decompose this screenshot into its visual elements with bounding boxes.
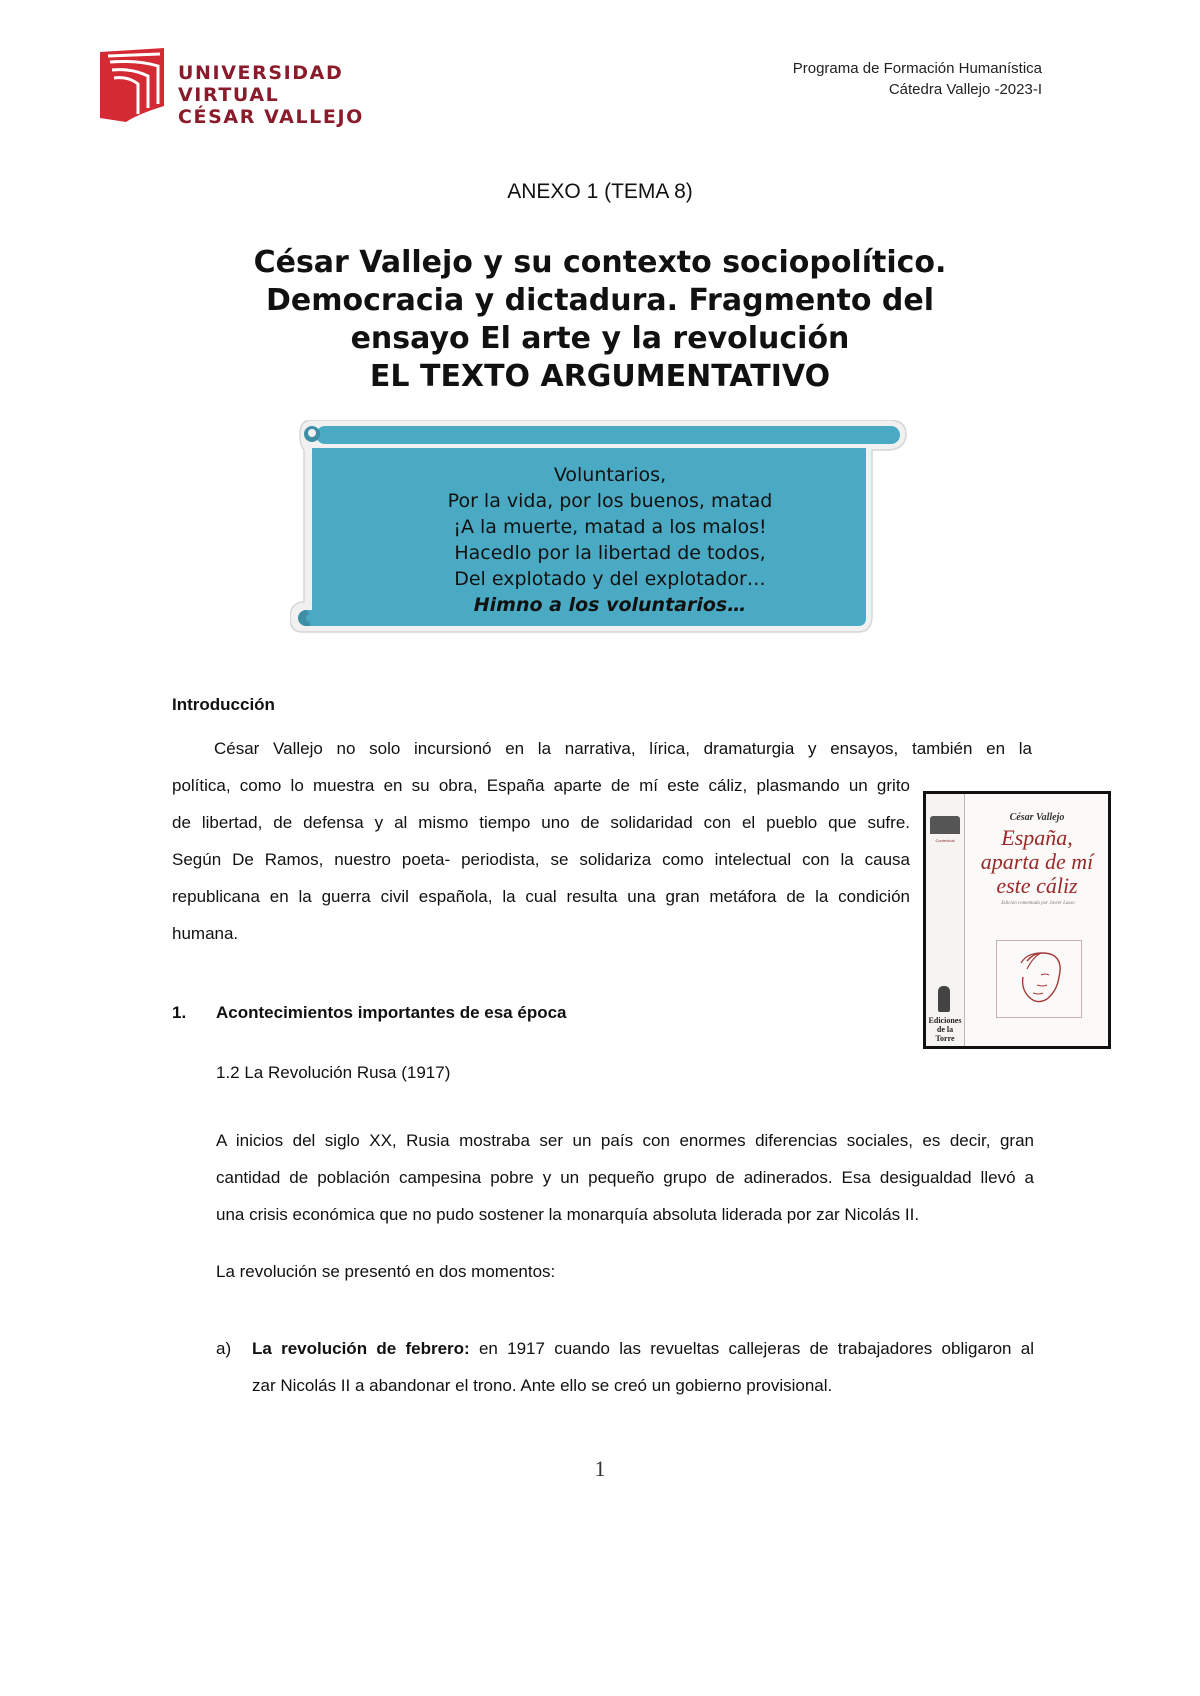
title-line-1: César Vallejo y su contexto sociopolítico.: [253, 245, 947, 280]
header-program-info: [793, 58, 1042, 100]
logo-line-2: CÉSAR VALLEJO: [178, 106, 364, 128]
poem-line: Voluntarios,: [553, 464, 667, 486]
poem-line: ¡A la muerte, matad a los malos!: [453, 516, 767, 538]
paragraph-line: una crisis económica que no pudo sostener la monarquía absoluta liderada por zar Nicolás II.: [216, 1205, 920, 1224]
paragraph-line: de libertad, de defensa y al mismo tiempo uno de solidaridad con el pueblo que sufre.: [172, 813, 910, 832]
list-item-term: La revolución de febrero:: [252, 1339, 470, 1358]
book-spine: [926, 794, 965, 1046]
poem-line: Hacedlo por la libertad de todos,: [454, 542, 766, 564]
paragraph-line: César Vallejo no solo incursionó en la narrativa, lírica, dramaturgia y ensayos, también en la: [214, 739, 1032, 758]
logo-line-1: UNIVERSIDAD VIRTUAL: [178, 62, 344, 106]
program-name: Programa de Formación Humanística: [792, 60, 1042, 77]
title-line-3: ensayo El arte y la revolución: [350, 321, 850, 356]
section-number: 1.: [172, 1003, 187, 1022]
university-logo: [98, 46, 428, 128]
subsection-heading: 1.2 La Revolución Rusa (1917): [216, 1063, 451, 1082]
spine-label: Contextual: [935, 838, 955, 843]
book-author: César Vallejo: [1009, 812, 1065, 823]
paragraph-line: Según De Ramos, nuestro poeta- periodista, se solidariza como intelectual con la causa: [172, 850, 910, 869]
poem-scroll-box: [290, 420, 910, 638]
russia-paragraph: [216, 1122, 1034, 1233]
section-title: Acontecimientos importantes de esa época: [216, 1003, 567, 1022]
portrait-sketch-icon: [996, 940, 1082, 1018]
list-item-line: La revolución de febrero: en 1917 cuando las revueltas callejeras de trabajadores obligaron al: [252, 1339, 1034, 1358]
list-marker: a): [216, 1339, 232, 1358]
poem-line: Por la vida, por los buenos, matad: [447, 490, 773, 512]
shield-icon: [98, 46, 168, 124]
page-number: 1: [594, 1456, 606, 1481]
introduction-heading: Introducción: [172, 695, 275, 714]
paragraph-line: política, como lo muestra en su obra, España aparte de mí este cáliz, plasmando un grito: [172, 776, 910, 795]
book-subtitle: Edición comentada por Javier Lasso: [1001, 901, 1075, 906]
paragraph-line: A inicios del siglo XX, Rusia mostraba ser un país con enormes diferencias sociales, es decir, gran: [216, 1131, 1034, 1150]
poem-source: Himno a los voluntarios…: [473, 594, 747, 616]
figure-icon: [938, 986, 950, 1012]
poem-text: [330, 462, 890, 618]
book-title: España, aparta de mí este cáliz: [980, 825, 1094, 898]
list-item-line: zar Nicolás II a abandonar el trono. Ante ello se creó un gobierno provisional.: [252, 1376, 833, 1395]
course-name: Cátedra Vallejo -2023-I: [888, 81, 1042, 98]
section-heading: [172, 1003, 567, 1023]
annex-label: ANEXO 1 (TEMA 8): [507, 180, 693, 203]
poem-line: Del explotado y del explotador…: [454, 568, 766, 590]
paragraph-line: cantidad de población campesina pobre y un pequeño grupo de adinerados. Esa desigualdad llevó a: [216, 1168, 1034, 1187]
title-line-4: EL TEXTO ARGUMENTATIVO: [369, 359, 831, 394]
building-emblem-icon: [930, 816, 960, 834]
page-title: [0, 244, 1200, 396]
book-cover-image: [923, 791, 1111, 1049]
publisher: Ediciones de la Torre: [928, 1016, 962, 1043]
paragraph-line: republicana en la guerra civil española, la cual resulta una gran metáfora de la condición: [172, 887, 910, 906]
moments-intro: La revolución se presentó en dos momentos:: [216, 1262, 556, 1281]
paragraph-line: humana.: [172, 924, 239, 943]
title-line-2: Democracia y dictadura. Fragmento del: [265, 283, 935, 318]
introduction-paragraph: [172, 730, 1032, 952]
